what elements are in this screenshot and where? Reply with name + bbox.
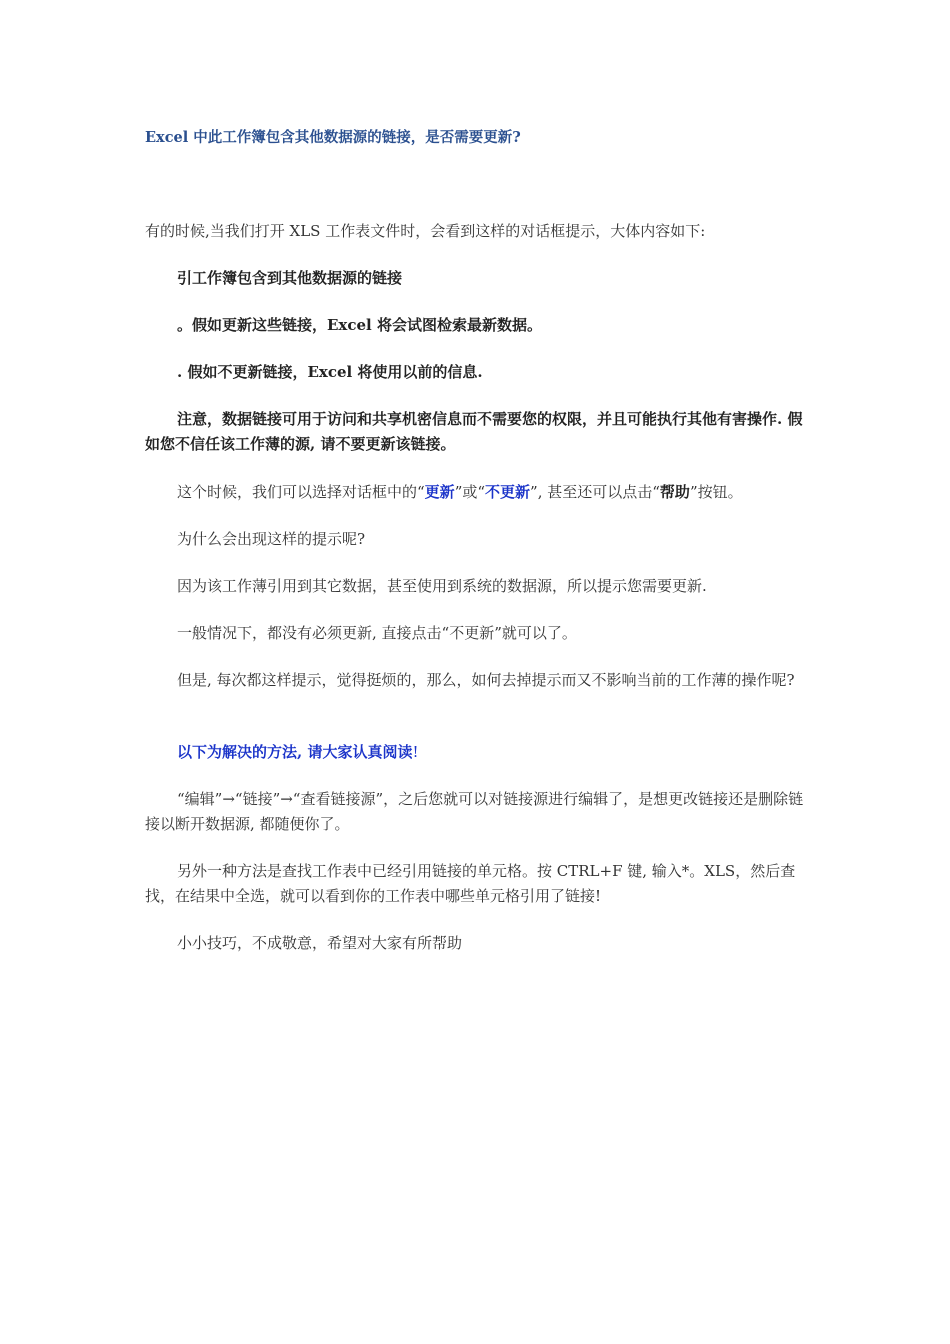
solution-heading <box>145 740 815 765</box>
but-paragraph: 但是, 每次都这样提示，觉得挺烦的，那么，如何去掉提示而又不影响当前的工作薄的操作呢? <box>177 671 795 689</box>
help-option: 帮助 <box>659 483 690 501</box>
dialog-line-1: 引工作簿包含到其他数据源的链接 <box>177 269 403 287</box>
no-update-option: 不更新 <box>485 483 531 501</box>
choice-paragraph <box>145 480 835 505</box>
choice-text-4: ”按钮。 <box>689 483 743 501</box>
dialog-line-3: . 假如不更新链接，Excel 将使用以前的信息. <box>177 363 483 381</box>
general-paragraph: 一般情况下，都没有必须更新, 直接点击“不更新”就可以了。 <box>177 624 577 642</box>
why-paragraph: 为什么会出现这样的提示呢? <box>177 530 366 548</box>
solution-end: ! <box>412 743 419 761</box>
because-paragraph: 因为该工作薄引用到其它数据，甚至使用到系统的数据源，所以提示您需要更新. <box>177 577 707 595</box>
choice-text-3: ”, 甚至还可以点击“ <box>530 483 660 501</box>
method-2-paragraph: 另外一种方法是查找工作表中已经引用链接的单元格。按 CTRL+F 键, 输入*。XLS，然后查找，在结果中全选，就可以看到你的工作表中哪些单元格引用了链接! <box>145 862 796 905</box>
choice-text-2: ”或“ <box>454 483 486 501</box>
dialog-line-2: 。假如更新这些链接，Excel 将会试图检索最新数据。 <box>177 316 542 334</box>
dialog-warning: 注意，数据链接可用于访问和共享机密信息而不需要您的权限，并且可能执行其他有害操作. 假如您不信任该工作薄的源, 请不要更新该链接。 <box>145 410 803 453</box>
document-title: Excel 中此工作簿包含其他数据源的链接，是否需要更新? <box>145 129 521 146</box>
tip-paragraph: 小小技巧，不成敬意，希望对大家有所帮助 <box>177 934 463 952</box>
intro-paragraph: 有的时候,当我们打开 XLS 工作表文件时，会看到这样的对话框提示，大体内容如下: <box>145 222 706 240</box>
solution-lead: 以下为解决的方法, 请大家认真阅读 <box>177 743 413 761</box>
update-option: 更新 <box>424 483 455 501</box>
method-1-paragraph: “编辑”→“链接”→“查看链接源”，之后您就可以对链接源进行编辑了，是想更改链接还是删除链接以断开数据源, 都随便你了。 <box>145 790 804 833</box>
choice-text-1: 这个时候，我们可以选择对话框中的“ <box>177 483 425 501</box>
